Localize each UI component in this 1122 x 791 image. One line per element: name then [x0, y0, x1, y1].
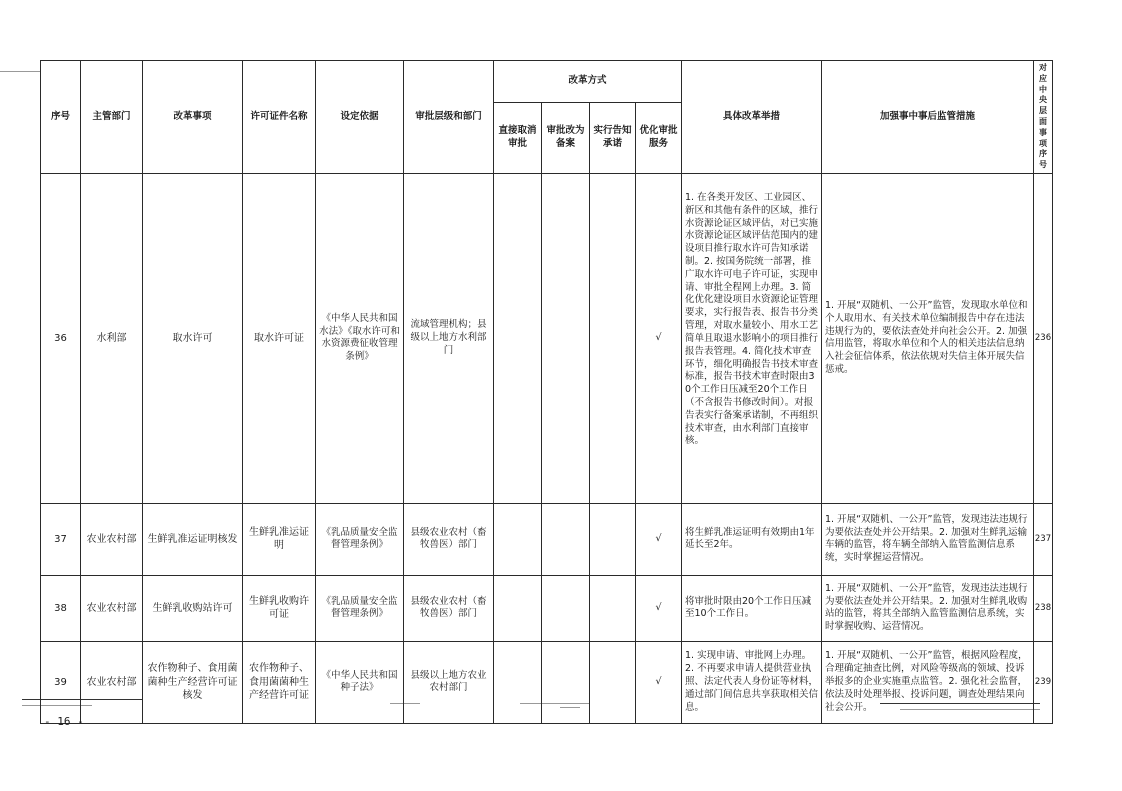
header-method-optimize: 优化审批服务 [636, 102, 682, 173]
cell-level: 县级以上地方农业农村部门 [404, 641, 494, 723]
cell-method-cancel [494, 503, 542, 575]
cell-license: 生鲜乳收购许可证 [243, 575, 316, 641]
cell-item: 生鲜乳准运证明核发 [143, 503, 243, 575]
cell-supervision: 1. 开展“双随机、一公开”监管，发现取水单位和个人取用水、有关技术单位编制报告中存在违法违规行为的，要依法查处并向社会公开。2. 加强信用监管，将取水单位和个人的相关违法信息纳入社会征信体系，依法依规对失信主体开展失信惩戒。 [822, 173, 1034, 503]
cell-measures: 将审批时限由20个工作日压减至10个工作日。 [682, 575, 822, 641]
cell-item: 生鲜乳收购站许可 [143, 575, 243, 641]
cell-supervision: 1. 开展“双随机、一公开”监管，发现违法违规行为要依法查处并公开结果。2. 加强对生鲜乳运输车辆的监管，将车辆全部纳入监管监测信息系统，实时掌握运营情况。 [822, 503, 1034, 575]
cell-level: 流域管理机构；县级以上地方水利部门 [404, 173, 494, 503]
cell-seq: 38 [41, 575, 81, 641]
cell-method-commitment [590, 575, 636, 641]
cell-central: 238 [1034, 575, 1053, 641]
cell-basis: 《中华人民共和国种子法》 [316, 641, 404, 723]
cell-level: 县级农业农村（畜牧兽医）部门 [404, 575, 494, 641]
top-left-rule [0, 71, 40, 72]
cell-central: 236 [1034, 173, 1053, 503]
cell-seq: 39 [41, 641, 81, 723]
cell-method-filing [542, 503, 590, 575]
cell-method-commitment [590, 503, 636, 575]
cell-method-optimize: √ [636, 173, 682, 503]
cell-method-commitment [590, 641, 636, 723]
cell-dept: 农业农村部 [81, 503, 143, 575]
cell-license: 农作物种子、食用菌菌种生产经营许可证 [243, 641, 316, 723]
cell-license: 生鲜乳准运证明 [243, 503, 316, 575]
header-dept: 主管部门 [81, 61, 143, 174]
cell-basis: 《中华人民共和国水法》《取水许可和水资源费征收管理条例》 [316, 173, 404, 503]
table-row [41, 641, 1053, 723]
cell-dept: 农业农村部 [81, 641, 143, 723]
cell-seq: 37 [41, 503, 81, 575]
header-supervision: 加强事中事后监管措施 [822, 61, 1034, 174]
header-method-commitment: 实行告知承诺 [590, 102, 636, 173]
cell-central: 239 [1034, 641, 1053, 723]
header-seq: 序号 [41, 61, 81, 174]
header-method-group: 改革方式 [494, 61, 682, 103]
cell-method-filing [542, 641, 590, 723]
header-license: 许可证件名称 [243, 61, 316, 174]
cell-method-filing [542, 575, 590, 641]
cell-method-cancel [494, 575, 542, 641]
cell-dept: 水利部 [81, 173, 143, 503]
table-row [41, 503, 1053, 575]
cell-method-commitment [590, 173, 636, 503]
cell-item: 取水许可 [143, 173, 243, 503]
cell-method-optimize: √ [636, 575, 682, 641]
table-row [41, 575, 1053, 641]
cell-method-optimize: √ [636, 503, 682, 575]
header-basis: 设定依据 [316, 61, 404, 174]
cell-item: 农作物种子、食用菌菌种生产经营许可证核发 [143, 641, 243, 723]
table-body [41, 173, 1053, 723]
cell-license: 取水许可证 [243, 173, 316, 503]
cell-basis: 《乳品质量安全监督管理条例》 [316, 503, 404, 575]
header-method-filing: 审批改为备案 [542, 102, 590, 173]
cell-central: 237 [1034, 503, 1053, 575]
page-number: - 16 - [44, 715, 84, 728]
cell-level: 县级农业农村（畜牧兽医）部门 [404, 503, 494, 575]
cell-supervision: 1. 开展“双随机、一公开”监管，发现违法违规行为要依法查处并公开结果。2. 加强对生鲜乳收购站的监管，将其全部纳入监管监测信息系统，实时掌握收购、运营情况。 [822, 575, 1034, 641]
header-measures: 具体改革举措 [682, 61, 822, 174]
cell-measures: 1. 在各类开发区、工业园区、新区和其他有条件的区域，推行水资源论证区域评估，对已实施水资源论证区域评估范围内的建设项目推行取水许可告知承诺制。2. 按国务院统一部署，推广取水许可电子许可证，实现申请、审批全程网上办理。3. 简化优化建设项目水资源论证管理要求，实行报告表、报告书分类管理，对取水量较小、用水工艺简单且取退水影响小的项目推行报告表管理。4. 简化技术审查环节，细化明确报告书技术审查标准，报告书技术审查时限由30个工作日压减至20个工作日（不含报告书修改时间）。对报告表实行备案承诺制，不再组织技术审查，由水利部门直接审核。 [682, 173, 822, 503]
cell-measures: 1. 实现申请、审批网上办理。2. 不再要求申请人提供营业执照、法定代表人身份证等材料，通过部门间信息共享获取相关信息。 [682, 641, 822, 723]
cell-basis: 《乳品质量安全监督管理条例》 [316, 575, 404, 641]
cell-method-cancel [494, 173, 542, 503]
header-central: 对应中央层面事项序号 [1034, 61, 1053, 174]
cell-dept: 农业农村部 [81, 575, 143, 641]
header-method-cancel: 直接取消审批 [494, 102, 542, 173]
cell-seq: 36 [41, 173, 81, 503]
cell-method-optimize: √ [636, 641, 682, 723]
table-row [41, 173, 1053, 503]
header-item: 改革事项 [143, 61, 243, 174]
cell-method-filing [542, 173, 590, 503]
cell-supervision: 1. 开展“双随机、一公开”监管，根据风险程度，合理确定抽查比例，对风险等级高的领域、投诉举报多的企业实施重点监管。2. 强化社会监督，依法及时处理举报、投诉问题，调查处理结果向社会公开。 [822, 641, 1034, 723]
header-level: 审批层级和部门 [404, 61, 494, 174]
cell-measures: 将生鲜乳准运证明有效期由1年延长至2年。 [682, 503, 822, 575]
reform-table [40, 60, 1053, 724]
table-header [41, 61, 1053, 174]
cell-method-cancel [494, 641, 542, 723]
